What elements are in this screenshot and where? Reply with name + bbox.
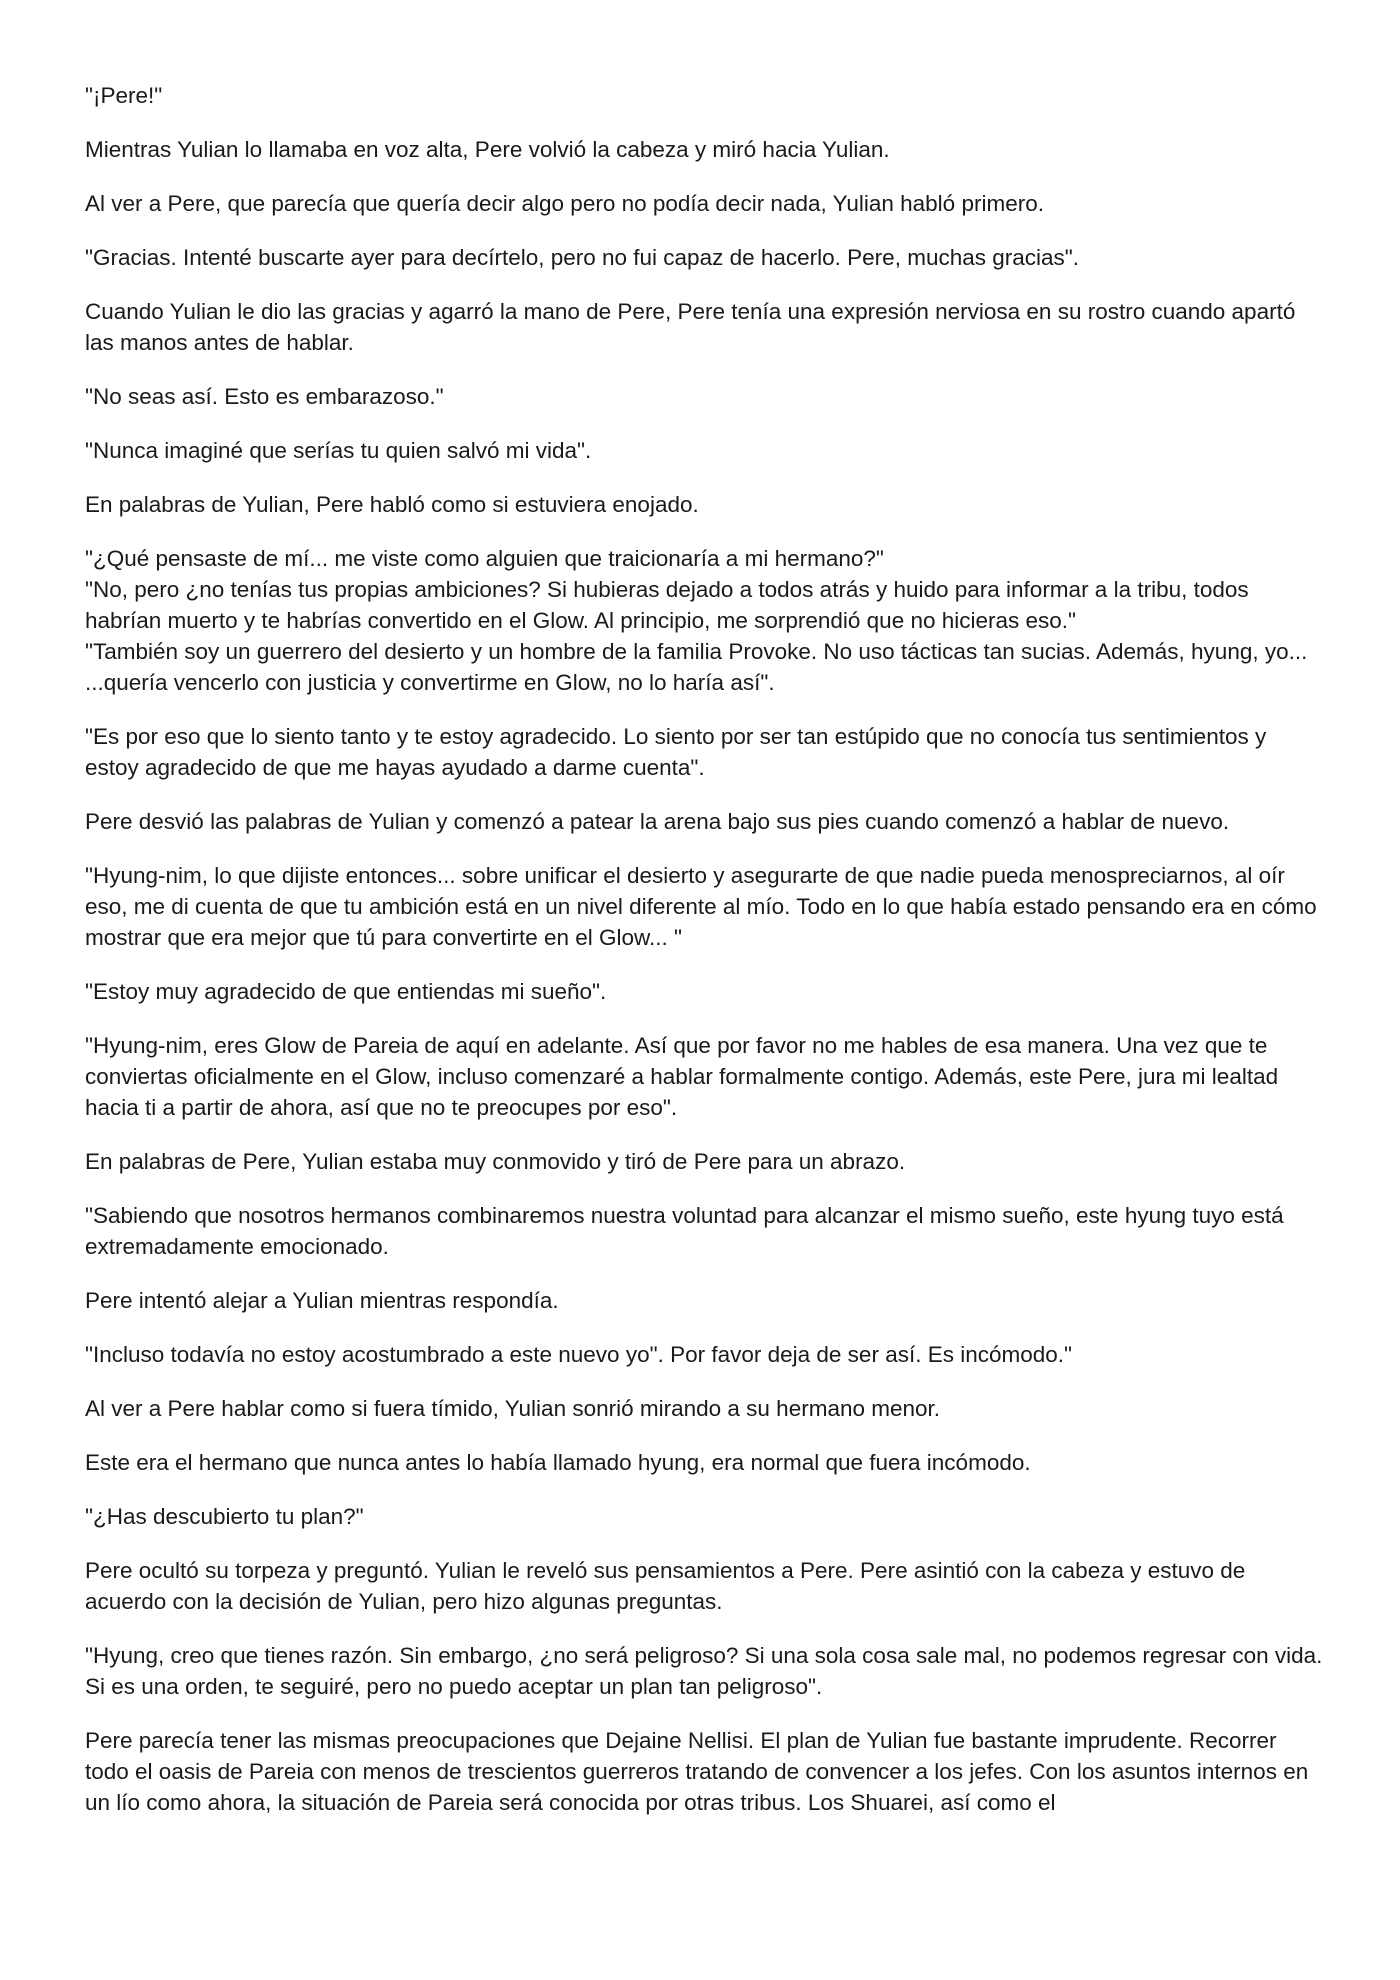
paragraph: "También soy un guerrero del desierto y un hombre de la familia Provoke. No uso tácticas tan sucias. Además, hyung, yo... ...quería vencerlo con justicia y convertirme en Glow, no lo haría así". xyxy=(85,639,1308,695)
paragraph: En palabras de Pere, Yulian estaba muy conmovido y tiró de Pere para un abrazo. xyxy=(85,1149,906,1174)
paragraph: Al ver a Pere hablar como si fuera tímido, Yulian sonrió mirando a su hermano menor. xyxy=(85,1396,941,1421)
paragraph: "Sabiendo que nosotros hermanos combinaremos nuestra voluntad para alcanzar el mismo sueño, este hyung tuyo está extremadamente emocionado. xyxy=(85,1203,1284,1259)
paragraph: "Hyung-nim, lo que dijiste entonces... sobre unificar el desierto y asegurarte de que nadie pueda menospreciarnos, al oír eso, me di cuenta de que tu ambición está en un nivel diferente al mío. Todo en lo que había estado pensando era en cómo mostrar que era mejor que tú para convertirte en el Glow... " xyxy=(85,863,1317,950)
paragraph: "Es por eso que lo siento tanto y te estoy agradecido. Lo siento por ser tan estúpido que no conocía tus sentimientos y estoy agradecido de que me hayas ayudado a darme cuenta". xyxy=(85,724,1267,780)
paragraph: "Incluso todavía no estoy acostumbrado a este nuevo yo". Por favor deja de ser así. Es incómodo." xyxy=(85,1342,1073,1367)
document-page xyxy=(85,80,1325,1841)
paragraph: "¡Pere!" xyxy=(85,83,163,108)
paragraph: "Gracias. Intenté buscarte ayer para decírtelo, pero no fui capaz de hacerlo. Pere, muchas gracias". xyxy=(85,245,1079,270)
paragraph: Pere parecía tener las mismas preocupaciones que Dejaine Nellisi. El plan de Yulian fue bastante imprudente. Recorrer todo el oasis de Pareia con menos de trescientos guerreros tratando de convencer a los jefes. Con los asuntos internos en un lío como ahora, la situación de Pareia será conocida por otras tribus. Los Shuarei, así como el xyxy=(85,1728,1309,1815)
paragraph: Pere desvió las palabras de Yulian y comenzó a patear la arena bajo sus pies cuando comenzó a hablar de nuevo. xyxy=(85,809,1230,834)
paragraph: "Hyung-nim, eres Glow de Pareia de aquí en adelante. Así que por favor no me hables de esa manera. Una vez que te conviertas oficialmente en el Glow, incluso comenzaré a hablar formalmente contigo. Además, este Pere, jura mi lealtad hacia ti a partir de ahora, así que no te preocupes por eso". xyxy=(85,1033,1279,1120)
paragraph: Pere intentó alejar a Yulian mientras respondía. xyxy=(85,1288,559,1313)
paragraph: Al ver a Pere, que parecía que quería decir algo pero no podía decir nada, Yulian habló primero. xyxy=(85,191,1044,216)
paragraph: "No seas así. Esto es embarazoso." xyxy=(85,384,444,409)
paragraph: "¿Qué pensaste de mí... me viste como alguien que traicionaría a mi hermano?" xyxy=(85,546,884,571)
paragraph: Cuando Yulian le dio las gracias y agarró la mano de Pere, Pere tenía una expresión nerviosa en su rostro cuando apartó las manos antes de hablar. xyxy=(85,299,1296,355)
paragraph: Este era el hermano que nunca antes lo había llamado hyung, era normal que fuera incómodo. xyxy=(85,1450,1031,1475)
paragraph: "Estoy muy agradecido de que entiendas mi sueño". xyxy=(85,979,607,1004)
paragraph: En palabras de Yulian, Pere habló como si estuviera enojado. xyxy=(85,492,699,517)
paragraph: "¿Has descubierto tu plan?" xyxy=(85,1504,364,1529)
paragraph: "Nunca imaginé que serías tu quien salvó mi vida". xyxy=(85,438,592,463)
paragraph: "No, pero ¿no tenías tus propias ambiciones? Si hubieras dejado a todos atrás y huido para informar a la tribu, todos habrían muerto y te habrías convertido en el Glow. Al principio, me sorprendió que no hicieras eso." xyxy=(85,577,1249,633)
paragraph: Pere ocultó su torpeza y preguntó. Yulian le reveló sus pensamientos a Pere. Pere asintió con la cabeza y estuvo de acuerdo con la decisión de Yulian, pero hizo algunas preguntas. xyxy=(85,1558,1246,1614)
paragraph: "Hyung, creo que tienes razón. Sin embargo, ¿no será peligroso? Si una sola cosa sale mal, no podemos regresar con vida. Si es una orden, te seguiré, pero no puedo aceptar un plan tan peligroso". xyxy=(85,1643,1323,1699)
paragraph: Mientras Yulian lo llamaba en voz alta, Pere volvió la cabeza y miró hacia Yulian. xyxy=(85,137,890,162)
